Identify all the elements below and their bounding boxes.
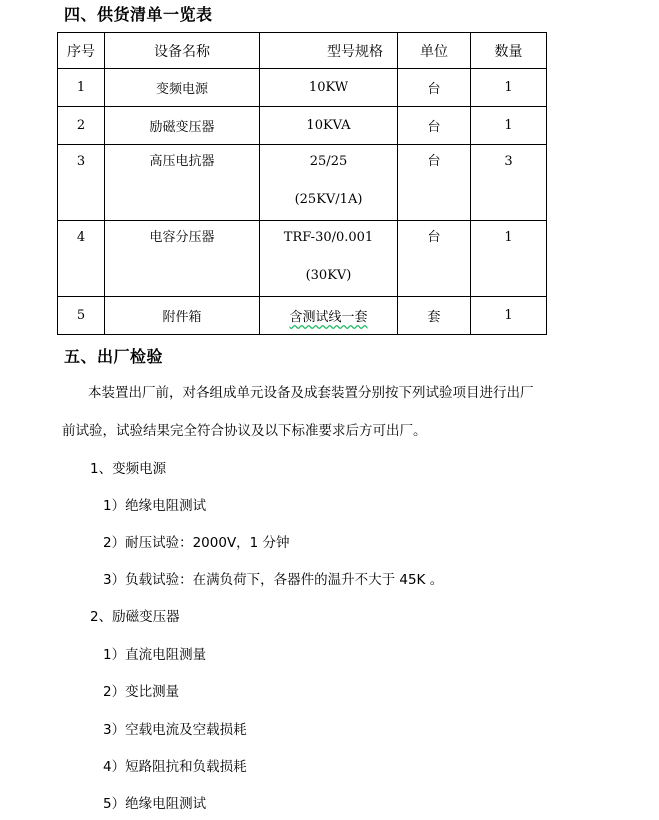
supply-list-table [57, 32, 547, 335]
cell-no: 2 [58, 107, 105, 145]
cell-qty: 1 [471, 221, 547, 297]
cell-spec: 10KW [260, 69, 398, 107]
cell-unit: 台 [398, 107, 471, 145]
section-5-heading: 五、出厂检验 [64, 347, 164, 366]
table-row [58, 221, 547, 297]
cell-name: 变频电源 [105, 69, 260, 107]
cell-qty: 1 [471, 69, 547, 107]
section-4-heading: 四、供货清单一览表 [64, 5, 213, 24]
header-unit: 单位 [398, 33, 471, 69]
spec-line-1: 25/25 [309, 154, 348, 169]
cell-spec [260, 221, 398, 297]
table-header-row [58, 33, 547, 69]
table-row [58, 297, 547, 335]
table-row [58, 145, 547, 221]
list-item: 1）直流电阻测量 [103, 647, 207, 663]
cell-qty: 3 [471, 145, 547, 221]
list-item: 2）变比测量 [103, 684, 180, 700]
cell-no: 1 [58, 69, 105, 107]
spec-line-1: TRF-30/0.001 [283, 230, 374, 245]
list-item: 1）绝缘电阻测试 [103, 498, 207, 514]
cell-no: 5 [58, 297, 105, 335]
cell-no: 3 [58, 145, 105, 221]
list-item: 2）耐压试验：2000V，1 分钟 [103, 535, 290, 551]
group-2-title: 2、励磁变压器 [90, 609, 180, 625]
intro-paragraph-line-2: 前试验，试验结果完全符合协议及以下标准要求后方可出厂。 [62, 423, 427, 439]
cell-unit: 台 [398, 69, 471, 107]
table-row [58, 69, 547, 107]
cell-spec [260, 145, 398, 221]
cell-name: 电容分压器 [105, 221, 260, 297]
cell-qty: 1 [471, 107, 547, 145]
cell-qty: 1 [471, 297, 547, 335]
group-1-title: 1、变频电源 [90, 461, 167, 477]
list-item: 4）短路阻抗和负载损耗 [103, 759, 247, 775]
list-item: 5）绝缘电阻测试 [103, 796, 207, 812]
header-spec: 型号规格 [260, 33, 398, 69]
list-item: 3）空载电流及空载损耗 [103, 722, 247, 738]
header-no: 序号 [58, 33, 105, 69]
cell-name: 励磁变压器 [105, 107, 260, 145]
cell-no: 4 [58, 221, 105, 297]
spec-line-2: (30KV) [305, 268, 352, 283]
list-item: 3）负载试验：在满负荷下，各器件的温升不大于 45K 。 [103, 572, 444, 588]
cell-spec: 含测试线一套 [260, 297, 398, 335]
intro-paragraph-line-1: 本装置出厂前，对各组成单元设备及成套装置分别按下列试验项目进行出厂 [88, 385, 534, 401]
cell-name: 附件箱 [105, 297, 260, 335]
cell-unit: 套 [398, 297, 471, 335]
cell-spec: 10KVA [260, 107, 398, 145]
spec-line-2: (25KV/1A) [294, 192, 363, 207]
table-row [58, 107, 547, 145]
cell-unit: 台 [398, 145, 471, 221]
cell-unit: 台 [398, 221, 471, 297]
cell-name: 高压电抗器 [105, 145, 260, 221]
header-name: 设备名称 [105, 33, 260, 69]
header-qty: 数量 [471, 33, 547, 69]
